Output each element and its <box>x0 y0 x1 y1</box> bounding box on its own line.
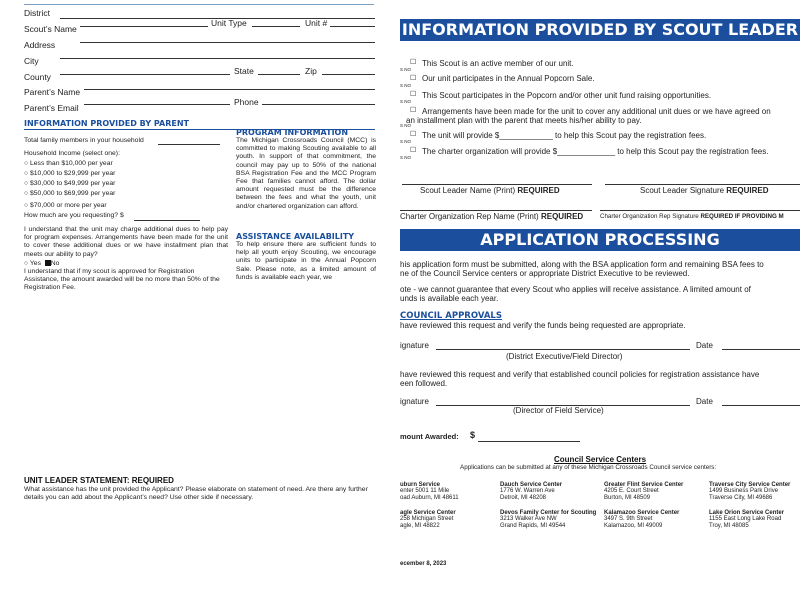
radio-circle-icon: ○ <box>24 160 29 167</box>
charter-rep-name-label: Charter Organization Rep Name (Print) REQUIRED <box>400 212 584 221</box>
scout-leader-banner: INFORMATION PROVIDED BY SCOUT LEADER <box>401 20 799 39</box>
amount-requesting-field[interactable] <box>134 220 200 221</box>
date-field-1[interactable] <box>722 349 800 350</box>
amount-awarded-label: mount Awarded: <box>400 432 459 441</box>
director-field-caption: (Director of Field Service) <box>513 406 604 415</box>
approval-statement-2a: have reviewed this request and verify that established council policies for registration assistance have <box>400 370 760 379</box>
yes-no-label: S NO <box>400 83 412 88</box>
family-members-field[interactable] <box>158 144 220 145</box>
yes-no-label: S NO <box>400 99 412 104</box>
understand-statement-1: I understand that the unit may charge additional dues to help pay for program expenses. Arrangements have been made for the unit to cover these additional dues or we have installment plan that meets our ability to pay? <box>24 226 228 258</box>
scout-leader-signature-field[interactable] <box>605 184 800 185</box>
understand-statement-2: I understand that if my scout is approved for Registration Assistance, the amount awarded will be no more than 50% of the Registration Fee. <box>24 268 220 292</box>
service-center: Traverse City Service Center 1499 Business Park Drive Traverse City, MI 49686 <box>709 482 791 501</box>
radio-circle-icon: ○ <box>24 190 29 197</box>
address-label: Address <box>24 40 56 50</box>
unit-type-field[interactable] <box>252 26 300 27</box>
assistance-body: To help ensure there are sufficient funds to help all youth enjoy Scouting, we encourage units to participate in the Annual Popcorn Sale. Please note, as a limited amount of funds is available each year, we <box>236 241 376 281</box>
note-text-line2: unds is available each year. <box>400 294 499 303</box>
district-exec-caption: (District Executive/Field Director) <box>506 352 623 361</box>
yes-no-label: S NO <box>400 123 412 128</box>
service-center: agle Service Center 258 Michigan Street agle, MI 48822 <box>400 510 456 529</box>
income-option[interactable]: ○ $10,000 to $29,999 per year <box>24 170 116 177</box>
checkbox-icon[interactable]: ☐ <box>410 59 417 66</box>
program-info-body: The Michigan Crossroads Council (MCC) is committed to making Scouting available to all youth. In support of that commitment, the council may pay up to 50% of the national BSA Registration Fee and the MCC Program Fee that families cannot afford. The dollar amount requested must be the difference between the fees and what the youth, unit and/or chartered organization can afford. <box>236 137 376 210</box>
scout-leader-name-label: Scout Leader Name (Print) REQUIRED <box>420 186 560 195</box>
income-options <box>24 159 224 211</box>
dollar-sign: $ <box>470 430 476 440</box>
zip-field[interactable] <box>322 74 375 75</box>
radio-circle-icon: ○ <box>24 170 29 177</box>
district-label: District <box>24 8 50 18</box>
phone-label: Phone <box>234 97 259 107</box>
income-option[interactable]: ○ $30,000 to $49,999 per year <box>24 180 116 187</box>
statement-popcorn-sale: Our unit participates in the Annual Popcorn Sale. <box>422 74 595 83</box>
income-option[interactable]: ○ Less than $10,000 per year <box>24 160 113 167</box>
service-center: Devos Family Center for Scouting 3213 Walker Ave NW Grand Rapids, MI 49544 <box>500 510 597 529</box>
signature-label-1: ignature <box>400 341 429 350</box>
unit-type-label: Unit Type <box>211 18 247 28</box>
amount-awarded-field[interactable] <box>478 441 580 442</box>
county-label: County <box>24 72 51 82</box>
date-field-2[interactable] <box>722 405 800 406</box>
zip-label: Zip <box>305 66 317 76</box>
service-center: Dauch Service Center 1776 W. Warren Ave Detroit, MI 48208 <box>500 482 563 501</box>
unit-leader-heading: UNIT LEADER STATEMENT: REQUIRED <box>24 476 174 485</box>
application-processing-banner: APPLICATION PROCESSING <box>400 229 800 251</box>
statement-unit-provide: The unit will provide $____________ to help this Scout pay the registration fees. <box>422 131 707 140</box>
checkbox-icon[interactable]: ☐ <box>410 147 417 154</box>
service-centers-subtitle: Applications can be submitted at any of these Michigan Crossroads Council service centers: <box>460 464 717 471</box>
approval-statement-2b: een followed. <box>400 379 448 388</box>
state-label: State <box>234 66 254 76</box>
income-label: Household Income (select one): <box>24 150 120 157</box>
approval-statement-1: have reviewed this request and verify the funds being requested are appropriate. <box>400 321 686 330</box>
county-field[interactable] <box>60 74 230 75</box>
parent-name-field[interactable] <box>84 89 375 90</box>
footer-date: ecember 8, 2023 <box>400 561 447 567</box>
date-label-1: Date <box>696 341 713 350</box>
checkbox-icon[interactable]: ☐ <box>410 75 417 82</box>
income-option[interactable]: ○ $70,000 or more per year <box>24 202 107 209</box>
city-label: City <box>24 56 39 66</box>
statement-installment: an installment plan with the parent that meets his/her ability to pay. <box>406 116 642 125</box>
yes-no-label: S NO <box>400 139 412 144</box>
city-field[interactable] <box>60 58 375 59</box>
unit-number-field[interactable] <box>330 26 375 27</box>
radio-circle-icon: ○ <box>24 202 29 209</box>
council-approvals-heading: COUNCIL APPROVALS <box>400 311 502 321</box>
processing-text-line2: ne of the Council Service centers or appropriate District Executive to be reviewed. <box>400 269 690 278</box>
scout-leader-signature-label: Scout Leader Signature REQUIRED <box>640 186 769 195</box>
service-centers-grid <box>400 482 800 542</box>
processing-text-line1: his application form must be submitted, along with the BSA application form and remaining BSA fees to <box>400 260 764 269</box>
yes-no-choice: ○ Yes No <box>24 260 60 267</box>
checkbox-icon[interactable]: ☐ <box>410 107 417 114</box>
service-center: Greater Flint Service Center 4205 E. Court Street Burton, MI 48509 <box>604 482 684 501</box>
checkbox-icon[interactable]: ☐ <box>410 131 417 138</box>
service-center: Lake Orion Service Center 1155 East Long Lake Road Troy, MI 48085 <box>709 510 785 529</box>
address-field[interactable] <box>80 42 375 43</box>
yes-no-label: S NO <box>400 155 412 160</box>
statement-fundraising: This Scout participates in the Popcorn and/or other unit fund raising opportunities. <box>422 91 712 100</box>
signature-label-2: ignature <box>400 397 429 406</box>
charter-rep-name-field[interactable] <box>400 210 592 211</box>
parent-email-label: Parent’s Email <box>24 103 79 113</box>
scout-leader-name-field[interactable] <box>402 184 592 185</box>
service-center: uburn Service enter 5001 11 Mile oad Auburn, MI 48611 <box>400 482 459 501</box>
income-option[interactable]: ○ $50,000 to $69,999 per year <box>24 190 116 197</box>
state-field[interactable] <box>258 74 300 75</box>
radio-circle-icon[interactable]: ○ <box>24 260 29 267</box>
program-info-heading: PROGRAM INFORMATION <box>236 128 349 137</box>
family-members-label: Total family members in your household <box>24 137 144 144</box>
radio-circle-icon: ○ <box>24 180 29 187</box>
unit-number-label: Unit # <box>305 18 328 28</box>
scout-name-label: Scout’s Name <box>24 24 77 34</box>
amount-requesting-label: How much are you requesting? $ <box>24 212 124 219</box>
service-center: Kalamazoo Service Center 3497 S. 9th Street Kalamazoo, MI 49009 <box>604 510 680 529</box>
yes-no-label: S NO <box>400 67 412 72</box>
assistance-heading: ASSISTANCE AVAILABILITY <box>236 232 355 241</box>
parent-name-label: Parent’s Name <box>24 87 81 97</box>
parent-email-field[interactable] <box>84 104 230 105</box>
service-centers-heading: Council Service Centers <box>554 455 647 464</box>
checkbox-icon[interactable]: ☐ <box>410 91 417 98</box>
statement-active-member: This Scout is an active member of our unit. <box>422 59 574 68</box>
charter-rep-signature-field[interactable] <box>600 210 800 211</box>
note-text-line1: ote - we cannot guarantee that every Scout who applies will receive assistance. A limited amount of <box>400 285 751 294</box>
statement-charter-provide: The charter organization will provide $_____________ to help this Scout pay the registration fees. <box>422 147 769 156</box>
statement-arrangements: Arrangements have been made for the unit to cover any additional unit dues or we have agreed on <box>422 107 771 116</box>
parent-section-heading: INFORMATION PROVIDED BY PARENT <box>24 119 189 128</box>
date-label-2: Date <box>696 397 713 406</box>
phone-field[interactable] <box>262 104 375 105</box>
signature-field-1[interactable] <box>436 349 690 350</box>
unit-leader-body: What assistance has the unit provided the Applicant? Please elaborate on statement of need. Are there any further details you can add about the Applicant’s need? Use other side if necessary. <box>24 486 368 502</box>
top-divider <box>24 4 374 5</box>
charter-rep-signature-label: Charter Organization Rep Signature REQUIRED IF PROVIDING M <box>600 213 784 220</box>
scout-name-field[interactable] <box>80 26 208 27</box>
